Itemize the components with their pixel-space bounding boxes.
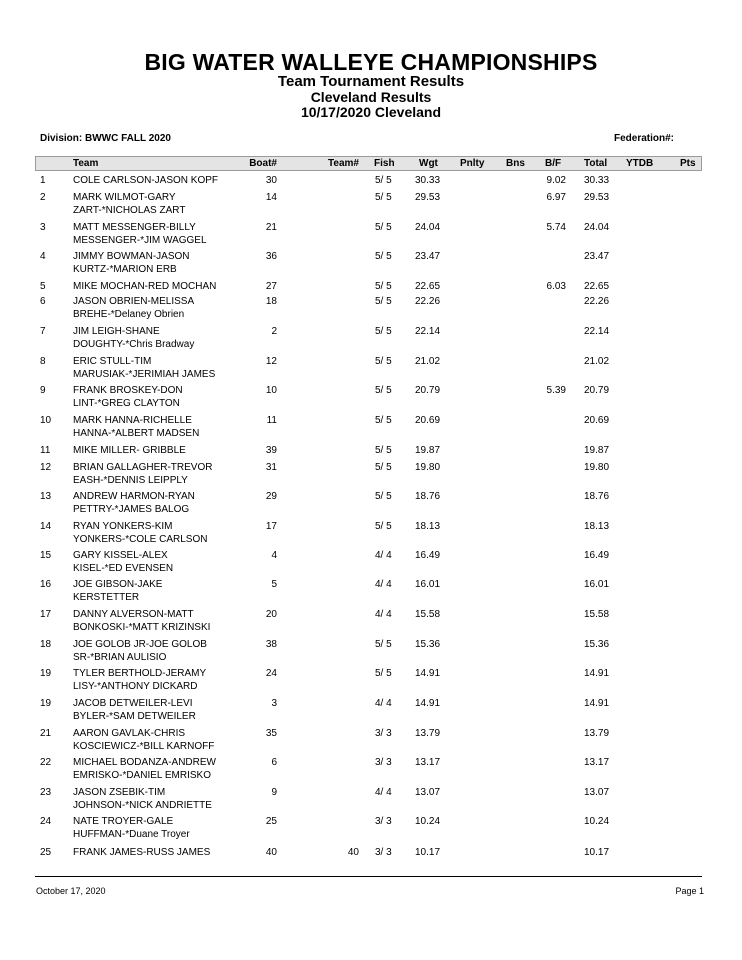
row-team-line: PETTRY-*JAMES BALOG	[73, 504, 190, 515]
row-fish: 3/ 3	[375, 816, 392, 827]
col-header-wgt: Wgt	[419, 158, 438, 169]
row-fish: 5/ 5	[375, 521, 392, 532]
row-total: 16.49	[584, 550, 610, 561]
col-header-bns: Bns	[506, 158, 525, 169]
row-total: 22.14	[584, 326, 610, 337]
row-team-line: JOE GIBSON-JAKE	[73, 579, 163, 590]
row-team-line: LISY-*ANTHONY DICKARD	[73, 681, 198, 692]
row-wgt: 20.69	[415, 415, 441, 426]
report-location: Cleveland Results	[310, 89, 432, 105]
row-fish: 4/ 4	[375, 609, 392, 620]
row-team-line: YONKERS-*COLE CARLSON	[73, 534, 208, 545]
row-place: 12	[40, 462, 52, 473]
row-total: 22.26	[584, 296, 610, 307]
row-place: 18	[40, 639, 52, 650]
row-boat: 12	[265, 356, 277, 367]
row-total: 19.80	[584, 462, 610, 473]
row-wgt: 10.24	[415, 816, 441, 827]
row-bf: 6.03	[546, 281, 566, 292]
row-total: 16.01	[584, 579, 610, 590]
row-wgt: 19.87	[415, 445, 441, 456]
row-total: 18.13	[584, 521, 610, 532]
row-fish: 3/ 3	[375, 728, 392, 739]
col-header-team-no: Team#	[328, 158, 359, 169]
row-boat: 29	[265, 491, 277, 502]
row-team-line: BRIAN GALLAGHER-TREVOR	[73, 462, 213, 473]
row-wgt: 23.47	[415, 251, 441, 262]
row-team-line: DOUGHTY-*Chris Bradway	[73, 339, 195, 350]
row-boat: 14	[265, 192, 277, 203]
row-place: 24	[40, 816, 52, 827]
row-fish: 5/ 5	[375, 222, 392, 233]
row-place: 5	[40, 281, 46, 292]
row-team-line: JIM LEIGH-SHANE	[73, 326, 160, 337]
row-boat: 10	[265, 385, 277, 396]
row-wgt: 16.01	[415, 579, 441, 590]
row-total: 15.36	[584, 639, 610, 650]
row-place: 11	[40, 445, 51, 456]
row-team-line: BYLER-*SAM DETWEILER	[73, 711, 196, 722]
row-total: 13.07	[584, 787, 610, 798]
footer-date: October 17, 2020	[36, 886, 106, 896]
row-boat: 21	[265, 222, 277, 233]
row-total: 10.24	[584, 816, 610, 827]
row-fish: 4/ 4	[375, 787, 392, 798]
row-boat: 25	[265, 816, 277, 827]
row-boat: 18	[265, 296, 277, 307]
row-wgt: 24.04	[415, 222, 441, 233]
row-wgt: 16.49	[415, 550, 441, 561]
row-wgt: 14.91	[415, 698, 441, 709]
row-fish: 5/ 5	[375, 281, 392, 292]
row-team-line: MATT MESSENGER-BILLY	[73, 222, 196, 233]
row-fish: 5/ 5	[375, 175, 392, 186]
row-wgt: 21.02	[415, 356, 441, 367]
row-fish: 5/ 5	[375, 326, 392, 337]
row-team-line: MARK HANNA-RICHELLE	[73, 415, 192, 426]
row-bf: 5.74	[546, 222, 566, 233]
row-fish: 4/ 4	[375, 550, 392, 561]
row-boat: 6	[271, 757, 277, 768]
row-fish: 5/ 5	[375, 192, 392, 203]
row-total: 18.76	[584, 491, 610, 502]
col-header-bf: B/F	[545, 158, 562, 169]
row-total: 14.91	[584, 698, 610, 709]
row-place: 14	[40, 521, 52, 532]
row-total: 23.47	[584, 251, 610, 262]
row-fish: 5/ 5	[375, 415, 392, 426]
row-team-line: BREHE-*Delaney Obrien	[73, 309, 185, 320]
report-title: BIG WATER WALLEYE CHAMPIONSHIPS	[144, 49, 598, 75]
row-wgt: 22.14	[415, 326, 441, 337]
row-place: 3	[40, 222, 46, 233]
row-place: 8	[40, 356, 46, 367]
row-team-line: BONKOSKI-*MATT KRIZINSKI	[73, 622, 211, 633]
row-team-line: KOSCIEWICZ-*BILL KARNOFF	[73, 741, 215, 752]
row-total: 22.65	[584, 281, 610, 292]
row-fish: 5/ 5	[375, 639, 392, 650]
row-total: 30.33	[584, 175, 610, 186]
row-team-line: AARON GAVLAK-CHRIS	[73, 728, 186, 739]
row-place: 6	[40, 296, 46, 307]
row-team-line: ERIC STULL-TIM	[73, 356, 152, 367]
row-fish: 4/ 4	[375, 579, 392, 590]
row-team-line: TYLER BERTHOLD-JERAMY	[73, 668, 207, 679]
row-wgt: 22.26	[415, 296, 441, 307]
row-boat: 5	[271, 579, 277, 590]
row-team-line: DANNY ALVERSON-MATT	[73, 609, 194, 620]
row-place: 7	[40, 326, 46, 337]
row-boat: 20	[265, 609, 277, 620]
division-label: Division: BWWC FALL 2020	[40, 133, 171, 144]
row-team-line: JASON ZSEBIK-TIM	[73, 787, 166, 798]
row-team-line: GARY KISSEL-ALEX	[73, 550, 168, 561]
row-fish: 3/ 3	[375, 757, 392, 768]
row-fish: 4/ 4	[375, 698, 392, 709]
row-boat: 17	[265, 521, 277, 532]
col-header-pnlty: Pnlty	[460, 158, 485, 169]
row-bf: 9.02	[546, 175, 566, 186]
row-total: 24.04	[584, 222, 610, 233]
row-boat: 9	[271, 787, 277, 798]
row-team-line: HANNA-*ALBERT MADSEN	[73, 428, 200, 439]
federation-label: Federation#:	[614, 133, 675, 144]
row-fish: 5/ 5	[375, 445, 392, 456]
row-place: 2	[40, 192, 46, 203]
row-place: 21	[40, 728, 52, 739]
row-boat: 38	[265, 639, 277, 650]
row-total: 29.53	[584, 192, 610, 203]
report-subtitle: Team Tournament Results	[277, 73, 465, 90]
row-bf: 6.97	[546, 192, 566, 203]
row-wgt: 20.79	[415, 385, 441, 396]
row-team-line: MIKE MILLER- GRIBBLE	[73, 445, 186, 456]
footer-rule	[35, 876, 702, 877]
row-team-line: NATE TROYER-GALE	[73, 816, 174, 827]
row-wgt: 13.07	[415, 787, 441, 798]
row-wgt: 13.17	[415, 757, 441, 768]
row-wgt: 18.13	[415, 521, 441, 532]
row-boat: 24	[265, 668, 277, 679]
row-team-line: JOE GOLOB JR-JOE GOLOB	[73, 639, 207, 650]
row-boat: 30	[265, 175, 277, 186]
row-team-line: JIMMY BOWMAN-JASON	[73, 251, 190, 262]
row-wgt: 30.33	[415, 175, 441, 186]
row-fish: 5/ 5	[375, 668, 392, 679]
col-header-total: Total	[584, 158, 608, 169]
row-fish: 5/ 5	[375, 462, 392, 473]
row-total: 15.58	[584, 609, 610, 620]
row-total: 21.02	[584, 356, 610, 367]
row-team-line: KISEL-*ED EVENSEN	[73, 563, 174, 574]
row-team-line: JACOB DETWEILER-LEVI	[73, 698, 193, 709]
row-fish: 3/ 3	[375, 847, 392, 858]
col-header-boat: Boat#	[249, 158, 277, 169]
row-total: 14.91	[584, 668, 610, 679]
row-total: 10.17	[584, 847, 610, 858]
row-place: 25	[40, 847, 52, 858]
row-total: 13.79	[584, 728, 610, 739]
row-boat: 40	[265, 847, 277, 858]
row-team-line: JOHNSON-*NICK ANDRIETTE	[73, 800, 212, 811]
row-wgt: 15.58	[415, 609, 441, 620]
row-team-line: HUFFMAN-*Duane Troyer	[73, 829, 190, 840]
row-team-line: MARK WILMOT-GARY	[73, 192, 176, 203]
row-place: 10	[40, 415, 52, 426]
row-wgt: 15.36	[415, 639, 441, 650]
row-team-line: FRANK BROSKEY-DON	[73, 385, 183, 396]
col-header-pts: Pts	[680, 158, 696, 169]
row-team-line: EMRISKO-*DANIEL EMRISKO	[73, 770, 211, 781]
row-bf: 5.39	[546, 385, 566, 396]
row-boat: 35	[265, 728, 277, 739]
row-wgt: 29.53	[415, 192, 441, 203]
row-wgt: 10.17	[415, 847, 441, 858]
row-team-line: KERSTETTER	[73, 592, 140, 603]
row-total: 19.87	[584, 445, 610, 456]
row-team-line: ANDREW HARMON-RYAN	[73, 491, 195, 502]
row-team-line: LINT-*GREG CLAYTON	[73, 398, 180, 409]
row-total: 20.79	[584, 385, 610, 396]
row-place: 13	[40, 491, 52, 502]
row-place: 22	[40, 757, 52, 768]
row-total: 20.69	[584, 415, 610, 426]
row-wgt: 13.79	[415, 728, 441, 739]
row-team-line: MESSENGER-*JIM WAGGEL	[73, 235, 207, 246]
row-place: 15	[40, 550, 52, 561]
row-fish: 5/ 5	[375, 385, 392, 396]
row-wgt: 14.91	[415, 668, 441, 679]
footer-page: Page 1	[675, 886, 704, 896]
row-boat: 27	[265, 281, 277, 292]
row-place: 16	[40, 579, 52, 590]
row-boat: 4	[271, 550, 277, 561]
row-boat: 11	[266, 415, 277, 426]
row-wgt: 22.65	[415, 281, 441, 292]
row-team-line: COLE CARLSON-JASON KOPF	[73, 175, 219, 186]
row-place: 19	[40, 698, 52, 709]
row-place: 23	[40, 787, 52, 798]
row-place: 1	[40, 175, 46, 186]
report-date: 10/17/2020 Cleveland	[300, 104, 442, 120]
row-fish: 5/ 5	[375, 356, 392, 367]
row-team-line: MICHAEL BODANZA-ANDREW	[73, 757, 216, 768]
row-team-no: 40	[347, 847, 359, 858]
col-header-ytdb: YTDB	[626, 158, 654, 169]
row-place: 4	[40, 251, 46, 262]
col-header-team: Team	[73, 158, 99, 169]
row-team-line: FRANK JAMES-RUSS JAMES	[73, 847, 211, 858]
row-fish: 5/ 5	[375, 296, 392, 307]
row-team-line: SR-*BRIAN AULISIO	[73, 652, 167, 663]
row-boat: 2	[271, 326, 277, 337]
row-place: 9	[40, 385, 46, 396]
row-place: 17	[40, 609, 52, 620]
row-team-line: ZART-*NICHOLAS ZART	[73, 205, 186, 216]
row-boat: 39	[265, 445, 277, 456]
row-wgt: 18.76	[415, 491, 441, 502]
row-fish: 5/ 5	[375, 491, 392, 502]
row-wgt: 19.80	[415, 462, 441, 473]
row-team-line: RYAN YONKERS-KIM	[73, 521, 173, 532]
row-place: 19	[40, 668, 52, 679]
col-header-fish: Fish	[374, 158, 395, 169]
row-boat: 31	[265, 462, 277, 473]
row-fish: 5/ 5	[375, 251, 392, 262]
row-team-line: KURTZ-*MARION ERB	[73, 264, 177, 275]
row-team-line: EASH-*DENNIS LEIPPLY	[73, 475, 188, 486]
row-boat: 3	[271, 698, 277, 709]
row-total: 13.17	[584, 757, 610, 768]
row-team-line: MIKE MOCHAN-RED MOCHAN	[73, 281, 217, 292]
row-team-line: JASON OBRIEN-MELISSA	[73, 296, 195, 307]
row-team-line: MARUSIAK-*JERIMIAH JAMES	[73, 369, 216, 380]
row-boat: 36	[265, 251, 277, 262]
